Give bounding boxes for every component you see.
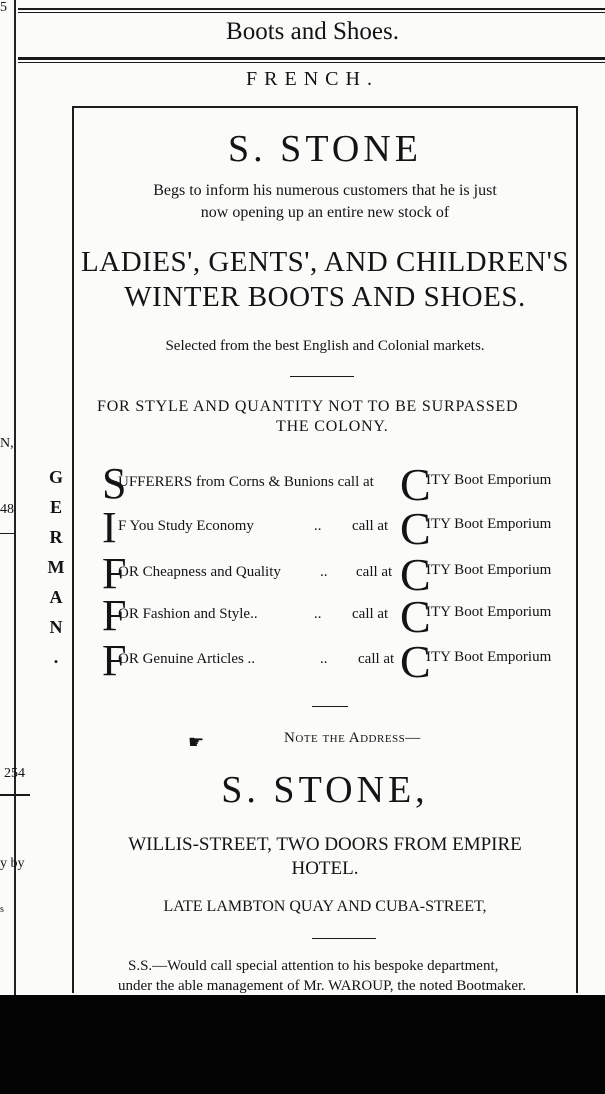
city-emporium: ITY Boot Emporium: [426, 472, 552, 488]
margin-fragment: y by: [0, 856, 25, 871]
margin-fragment: s: [0, 904, 4, 915]
drop-cap: I: [102, 503, 117, 552]
scan-black-border: [0, 995, 605, 1094]
late-address: LATE LAMBTON QUAY AND CUBA-STREET,: [163, 898, 487, 915]
drop-cap: S: [102, 459, 127, 508]
pointing-hand-icon: ☛: [188, 732, 205, 752]
selected-line: Selected from the best English and Colonial markets.: [165, 338, 485, 354]
city-emporium: ITY Boot Emporium: [426, 649, 552, 665]
drop-cap: F: [102, 591, 127, 640]
heading-rule-thin: [18, 62, 605, 63]
margin-fragment: 5: [0, 0, 7, 15]
side-letter: .: [53, 647, 59, 667]
side-letter: M: [47, 557, 65, 577]
margin-fragment: 48: [0, 502, 14, 517]
call-at: call at: [358, 651, 395, 667]
drop-cap-c: C: [400, 549, 431, 600]
call-at: call at: [356, 564, 393, 580]
margin-fragment: 254: [4, 766, 25, 781]
side-letter: E: [49, 497, 62, 517]
side-letter: A: [49, 587, 63, 607]
side-letter: G: [48, 467, 63, 487]
margin-rule: [0, 533, 14, 534]
address-line-1: WILLIS-STREET, TWO DOORS FROM EMPIRE: [128, 834, 522, 855]
headline-1: LADIES', GENTS', AND CHILDREN'S: [81, 246, 569, 278]
divider: [312, 938, 376, 939]
drop-cap-c: C: [400, 503, 431, 554]
margin-fragment: N,: [0, 436, 14, 451]
row-text: OR Fashion and Style..: [118, 606, 258, 622]
top-rule-thin: [18, 12, 605, 13]
side-letter: R: [49, 527, 63, 547]
style-line-1: FOR STYLE AND QUANTITY NOT TO BE SURPASSED: [97, 398, 519, 415]
drop-cap: F: [102, 549, 127, 598]
top-rule: [18, 8, 605, 10]
margin-rule: [0, 794, 30, 796]
city-emporium: ITY Boot Emporium: [426, 562, 552, 578]
section-label: FRENCH.: [246, 68, 379, 90]
divider: [312, 706, 348, 707]
headline-2: WINTER BOOTS AND SHOES.: [124, 281, 526, 313]
note-address: Note the Address—: [284, 730, 421, 746]
call-at: call at: [352, 606, 389, 622]
address-line-2: HOTEL.: [291, 858, 359, 879]
drop-cap-c: C: [400, 636, 431, 687]
footer-line-2: under the able management of Mr. WAROUP, the noted Bootmaker.: [118, 978, 526, 994]
footer-line-1: S.S.—Would call special attention to his bespoke department,: [128, 958, 499, 974]
style-line-2: THE COLONY.: [276, 418, 389, 435]
row-text: UFFERERS from Corns & Bunions call at: [118, 474, 374, 490]
drop-cap-c: C: [400, 591, 431, 642]
merchant-name: S. STONE: [228, 128, 422, 170]
ad-row: [102, 591, 572, 646]
drop-cap: F: [102, 636, 127, 685]
row-text: OR Genuine Articles ..: [118, 651, 256, 667]
ad-row: [102, 636, 572, 691]
ad-row: [102, 503, 572, 558]
intro-line-2: now opening up an entire new stock of: [200, 204, 450, 221]
row-text: F You Study Economy: [118, 518, 254, 534]
row-dots: ..: [314, 518, 322, 534]
divider: [290, 376, 354, 377]
row-dots: ..: [314, 606, 322, 622]
city-emporium: ITY Boot Emporium: [426, 604, 552, 620]
city-emporium: ITY Boot Emporium: [426, 516, 552, 532]
side-label-german: [46, 462, 66, 672]
left-column-rule: [14, 0, 16, 995]
heading-rule: [18, 57, 605, 60]
row-dots: ..: [320, 564, 328, 580]
merchant-name-2: S. STONE,: [221, 769, 429, 811]
drop-cap-c: C: [400, 459, 431, 510]
row-text: OR Cheapness and Quality: [118, 564, 281, 580]
intro-line-1: Begs to inform his numerous customers that he is just: [153, 182, 497, 199]
ad-row: [102, 549, 572, 604]
ad-row: [102, 459, 572, 514]
side-letter: N: [49, 617, 63, 637]
row-dots: ..: [320, 651, 328, 667]
column-heading: Boots and Shoes.: [226, 18, 399, 45]
call-at: call at: [352, 518, 389, 534]
